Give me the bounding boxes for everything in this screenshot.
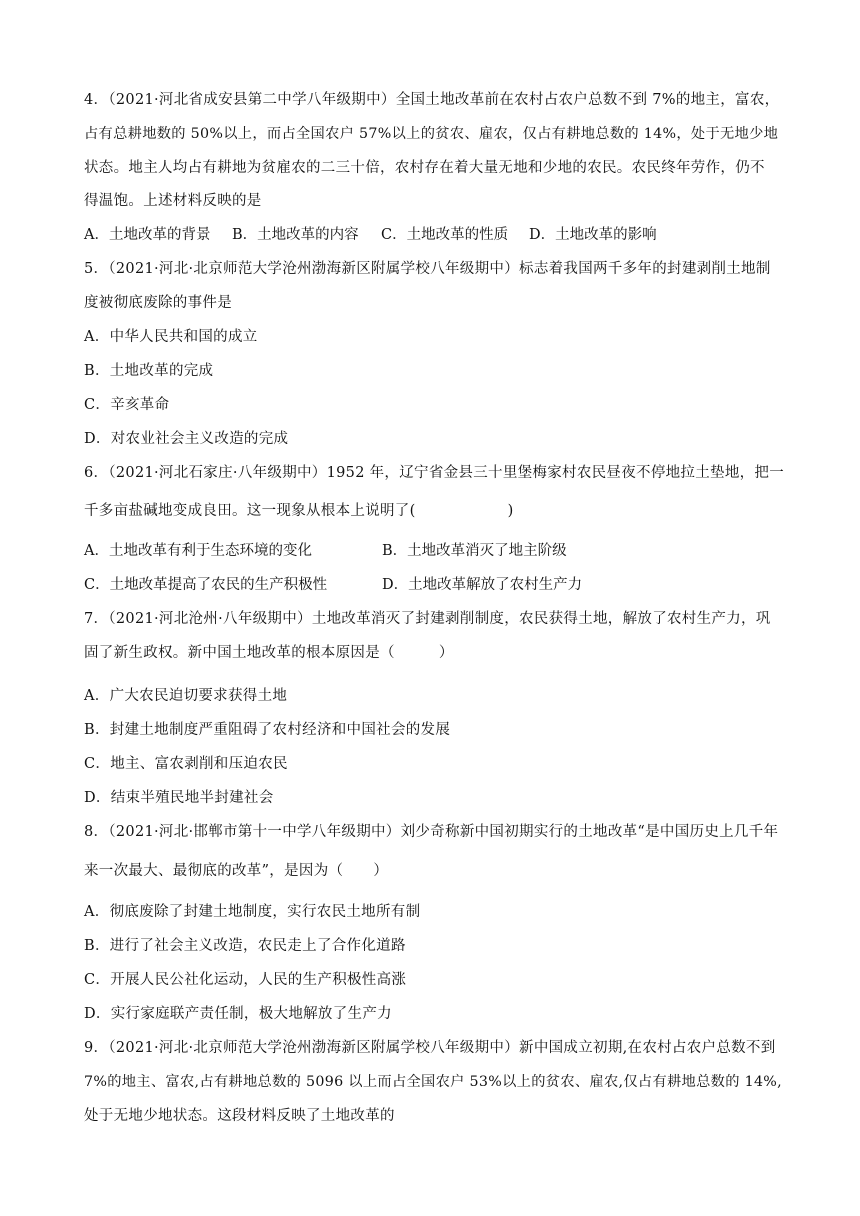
question-source: （2021·河北·北京师范大学沧州渤海新区附属学校八年级期中） [108, 261, 520, 277]
question-stem: 标志着我国两千多年的封建剥削土地制 [519, 261, 771, 277]
question-source: （2021·河北·邯郸市第十一中学八年级期中） [108, 824, 401, 840]
question-stem-line: 处于无地少地状态。这段材料反映了土地改革的 [84, 1108, 395, 1124]
option-b[interactable]: B．土地改革的完成 [84, 363, 214, 379]
question-stem: 土地改革消灭了封建剥削制度，农民获得土地，解放了农村生产力，巩 [311, 611, 771, 627]
option-c[interactable]: C．开展人民公社化运动，人民的生产积极性高涨 [84, 972, 407, 988]
question-stem-text: 来一次最大、最彻底的改革”，是因为（ [84, 863, 344, 879]
question-9-first-line: 9．（2021·河北·北京师范大学沧州渤海新区附属学校八年级期中）新中国成立初期,在农村占农户总数不到 [84, 1040, 776, 1056]
close-paren: ） [373, 863, 389, 879]
question-8-first-line: 8．（2021·河北·邯郸市第十一中学八年级期中）刘少奇称新中国初期实行的土地改革“是中国历史上几千年 [84, 824, 779, 840]
question-4-first-line: 4．（2021·河北省成安县第二中学八年级期中）全国土地改革前在农村占农户总数不到 7%的地主，富农， [84, 92, 780, 108]
option-a[interactable]: A．中华人民共和国的成立 [84, 329, 258, 345]
option-c[interactable]: C．土地改革的性质 [381, 227, 509, 243]
question-4-options [84, 225, 784, 245]
option-d[interactable]: D．结束半殖民地半封建社会 [84, 790, 274, 806]
question-stem-text: 千多亩盐碱地变成良田。这一现象从根本上说明了( [84, 503, 416, 519]
option-b[interactable]: B．土地改革消灭了地主阶级 [382, 543, 567, 559]
option-c[interactable]: C．地主、富农剥削和压迫农民 [84, 756, 288, 772]
option-d[interactable]: D．土地改革解放了农村生产力 [382, 577, 583, 593]
option-a[interactable]: A．土地改革有利于生态环境的变化 [84, 543, 312, 559]
question-number: 6 [84, 465, 94, 481]
close-paren: ) [507, 503, 514, 519]
question-stem-line: 7%的地主、富农,占有耕地总数的 5096 以上而占全国农户 53%以上的贫农、雇农,仅占有耕地总数的 14%, [84, 1074, 782, 1090]
question-number: 9 [84, 1040, 94, 1056]
question-stem-line: 度被彻底废除的事件是 [84, 295, 232, 311]
option-a[interactable]: A．广大农民迫切要求获得土地 [84, 688, 288, 704]
option-c[interactable]: C．辛亥革命 [84, 397, 170, 413]
question-stem-line: 占有总耕地数的 50%以上，而占全国农户 57%以上的贫农、雇农，仅占有耕地总数的 14%，处于无地少地 [84, 126, 779, 142]
question-source: （2021·河北·北京师范大学沧州渤海新区附属学校八年级期中） [108, 1040, 520, 1056]
option-a[interactable]: A．彻底废除了封建土地制度，实行农民土地所有制 [84, 904, 421, 920]
question-stem-line: 得温饱。上述材料反映的是 [84, 193, 262, 209]
question-number: 4 [84, 92, 94, 108]
option-d[interactable]: D．对农业社会主义改造的完成 [84, 431, 289, 447]
question-stem-line [84, 861, 784, 881]
question-source: （2021·河北省成安县第二中学八年级期中） [108, 92, 396, 108]
question-6-options-row-1 [84, 541, 784, 561]
question-stem-text: 固了新生政权。新中国土地改革的根本原因是（ [84, 645, 395, 661]
option-b[interactable]: B．进行了社会主义改造，农民走上了合作化道路 [84, 938, 406, 954]
question-6-first-line: 6．（2021·河北石家庄·八年级期中）1952 年，辽宁省金县三十里堡梅家村农民昼夜不停地拉土垫地，把一 [84, 465, 785, 481]
question-number: 5 [84, 261, 94, 277]
question-6-options-row-2 [84, 575, 784, 595]
question-stem-line: 状态。地主人均占有耕地为贫雇农的二三十倍，农村存在着大量无地和少地的农民。农民终年劳作，仍不 [84, 160, 765, 176]
option-c[interactable]: C．土地改革提高了农民的生产积极性 [84, 577, 328, 593]
question-stem: 1952 年，辽宁省金县三十里堡梅家村农民昼夜不停地拉土垫地，把一 [326, 465, 785, 481]
question-source: （2021·河北石家庄·八年级期中） [108, 465, 327, 481]
option-d[interactable]: D．实行家庭联产责任制，极大地解放了生产力 [84, 1006, 392, 1022]
close-paren: ） [438, 645, 454, 661]
option-b[interactable]: B．封建土地制度严重阻碍了农村经济和中国社会的发展 [84, 722, 451, 738]
option-d[interactable]: D．土地改革的影响 [529, 227, 657, 243]
question-stem: 新中国成立初期,在农村占农户总数不到 [519, 1040, 776, 1056]
question-stem: 刘少奇称新中国初期实行的土地改革“是中国历史上几千年 [400, 824, 779, 840]
question-stem: 全国土地改革前在农村占农户总数不到 7%的地主，富农， [395, 92, 780, 108]
question-stem-line [84, 643, 784, 663]
option-b[interactable]: B．土地改革的内容 [232, 227, 359, 243]
option-a[interactable]: A．土地改革的背景 [84, 227, 211, 243]
question-stem-line [84, 501, 784, 521]
question-number: 8 [84, 824, 94, 840]
question-7-first-line: 7．（2021·河北沧州·八年级期中）土地改革消灭了封建剥削制度，农民获得土地，解放了农村生产力，巩 [84, 611, 771, 627]
question-5-first-line: 5．（2021·河北·北京师范大学沧州渤海新区附属学校八年级期中）标志着我国两千多年的封建剥削土地制 [84, 261, 771, 277]
question-number: 7 [84, 611, 94, 627]
question-source: （2021·河北沧州·八年级期中） [108, 611, 312, 627]
